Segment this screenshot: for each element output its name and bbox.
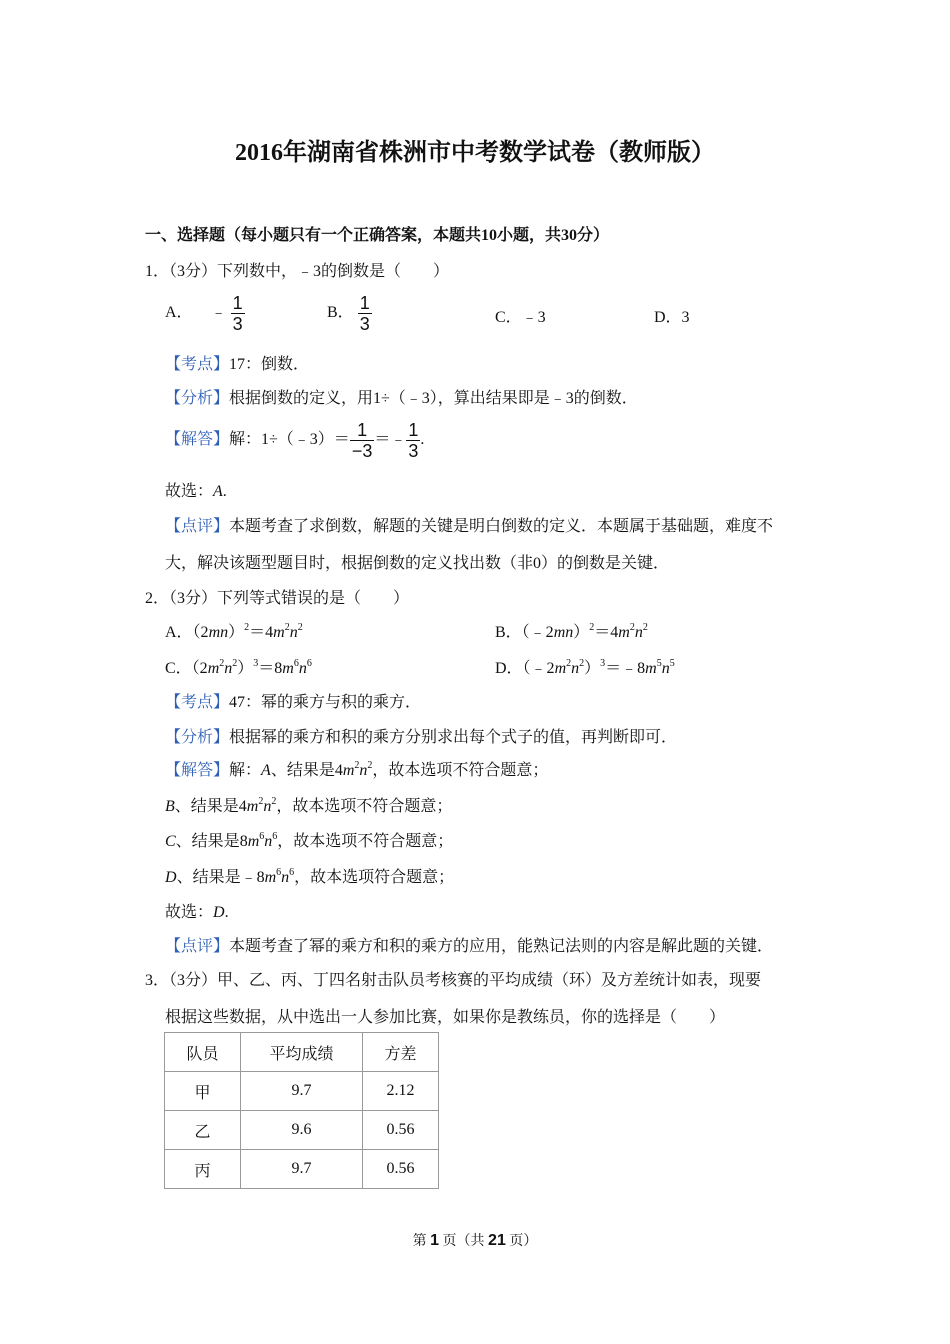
guxuan-label: 故选： [165, 904, 214, 921]
fraction [358, 293, 372, 334]
jieda-end: . [420, 431, 425, 449]
q2-fenxi [165, 724, 677, 747]
q2-line-c: C、结果是$8m^6n^6$，故本选项不符合题意； [165, 831, 454, 850]
dianping-text: 本题考查了求倒数，解题的关键是明白倒数的定义．本题属于基础题，难度不 [229, 518, 774, 535]
jieda-tail: ，故本选项不符合题意； [372, 762, 549, 779]
tag-jieda: 【解答】 [165, 762, 230, 779]
tag-dianping: 【点评】 [165, 518, 230, 535]
table-header-cell: 方差 [363, 1033, 439, 1072]
jieda-text: 解：1÷（﹣3）＝ [229, 431, 350, 449]
question-3-stem-cont: 根据这些数据，从中选出一人参加比赛，如果你是教练员，你的选择是（ ） [165, 1009, 726, 1026]
dianping-text: 本题考查了幂的乘方和积的乘方的应用，能熟记法则的内容是解此题的关键． [229, 938, 774, 955]
table-header-cell: 队员 [165, 1033, 241, 1072]
tag-kaodian: 【考点】 [165, 356, 230, 373]
minus-sign: ﹣ [210, 304, 227, 322]
page-title: 2016年湖南省株洲市中考数学试卷（教师版） [235, 140, 715, 166]
denominator: 3 [408, 441, 419, 461]
line-tail: ，故本选项不符合题意； [276, 798, 453, 815]
q1-option-d: D．3 [654, 309, 690, 326]
question-3-stem: 3．（3分）甲、乙、丙、丁四名射击队员考核赛的平均成绩（环）及方差统计如表，现要 [145, 972, 762, 989]
table-cell: 乙 [165, 1111, 241, 1150]
q1-option-c: C．﹣3 [495, 309, 546, 326]
table-cell: 9.7 [241, 1072, 363, 1111]
option-label: B． [327, 304, 354, 322]
denominator: 3 [359, 314, 370, 334]
q2-option-d: D．$(﹣2m^2n^2)^3=﹣8m^5n^5$ [495, 658, 675, 677]
tag-dianping: 【点评】 [165, 938, 230, 955]
q1-dianping-cont: 大，解决该题型题目时，根据倒数的定义找出数（非0）的倒数是关键． [165, 555, 670, 572]
table-cell: 丙 [165, 1150, 241, 1189]
q1-option-a [165, 293, 245, 334]
page-footer [0, 1230, 950, 1250]
numerator: 1 [359, 293, 370, 313]
tag-fenxi: 【分析】 [165, 390, 230, 407]
table-cell: 0.56 [363, 1111, 439, 1150]
numerator: 1 [408, 420, 419, 440]
q1-guxuan [165, 478, 227, 501]
fraction [350, 420, 375, 461]
q1-fenxi [165, 385, 638, 408]
tag-jieda: 【解答】 [165, 431, 230, 449]
denominator: −3 [351, 441, 373, 461]
table-cell: 9.7 [241, 1150, 363, 1189]
result-word: 、结果是 [176, 869, 241, 886]
result-word: 、结果是 [270, 762, 335, 779]
tag-fenxi: 【分析】 [165, 729, 230, 746]
numerator: 1 [357, 420, 368, 440]
table-row [165, 1072, 439, 1111]
section-heading: 一、选择题（每小题只有一个正确答案，本题共10小题，共30分） [145, 227, 610, 244]
q2-dianping [165, 933, 773, 956]
footer-post: 页） [505, 1234, 538, 1249]
q2-line-d: D、结果是$﹣8m^6n^6$，故本选项符合题意； [165, 867, 455, 886]
table-cell: 9.6 [241, 1111, 363, 1150]
page-number: 1 [430, 1232, 440, 1249]
answer: D [213, 904, 225, 921]
q1-dianping [165, 513, 773, 536]
table-row [165, 1150, 439, 1189]
page-total: 21 [488, 1232, 506, 1249]
numerator: 1 [232, 293, 243, 313]
fenxi-text: 根据幂的乘方和积的乘方分别求出每个式子的值，再判断即可． [229, 729, 678, 746]
tag-kaodian: 【考点】 [165, 694, 230, 711]
fraction [231, 293, 245, 334]
period: . [222, 483, 227, 500]
kaodian-text: 17：倒数． [229, 356, 310, 373]
table-row [165, 1111, 439, 1150]
line-tail: ，故本选项不符合题意； [277, 833, 454, 850]
q2-line-b: B、结果是$4m^2n^2$，故本选项不符合题意； [165, 796, 453, 815]
fraction [406, 420, 420, 461]
table-cell: 2.12 [363, 1072, 439, 1111]
option-label: A． [165, 304, 193, 322]
result-word: 、结果是 [174, 798, 239, 815]
table-header-row [165, 1033, 439, 1072]
table-header-cell: 平均成绩 [241, 1033, 363, 1072]
q2-jieda: 【解答】解：A、结果是$4m^2n^2$，故本选项不符合题意； [165, 760, 549, 779]
q2-guxuan [165, 899, 229, 922]
denominator: 3 [232, 314, 243, 334]
kaodian-text: 47：幂的乘方与积的乘方． [229, 694, 422, 711]
stats-table [164, 1032, 439, 1189]
q2-option-b: B．$(﹣2mn)^2=4m^2n^2$ [495, 622, 648, 641]
fenxi-text: 根据倒数的定义，用1÷（﹣3），算出结果即是﹣3的倒数． [229, 390, 638, 407]
period: . [224, 904, 229, 921]
question-1-stem: 1．（3分）下列数中，﹣3的倒数是（ ） [145, 263, 450, 280]
footer-mid: 页（共 [439, 1234, 489, 1249]
q1-jieda [165, 420, 424, 461]
question-2-stem: 2．（3分）下列等式错误的是（ ） [145, 590, 410, 607]
answer: A [213, 483, 223, 500]
jieda-mid: ＝﹣ [374, 431, 407, 449]
q1-kaodian [165, 351, 309, 374]
footer-pre: 第 [412, 1234, 431, 1249]
q2-kaodian [165, 689, 421, 712]
q2-option-c: C．$(2m^2n^2)^3=8m^6n^6$ [165, 658, 312, 677]
result-word: 、结果是 [175, 833, 240, 850]
line-tail: ，故本选项符合题意； [294, 869, 455, 886]
guxuan-label: 故选： [165, 483, 214, 500]
q2-option-a: A．$(2mn)^2=4m^2n^2$ [165, 622, 303, 641]
q1-option-b [327, 293, 372, 334]
table-cell: 0.56 [363, 1150, 439, 1189]
table-cell: 甲 [165, 1072, 241, 1111]
